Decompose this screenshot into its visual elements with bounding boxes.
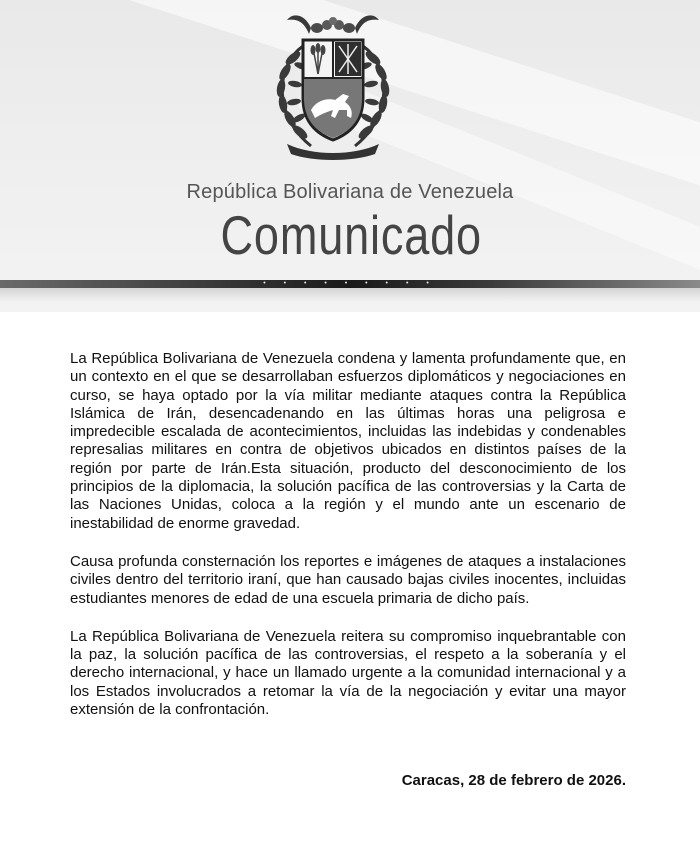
- band-shadow: [0, 288, 700, 302]
- paragraph-1: La República Bolivariana de Venezuela condena y lamenta profundamente que, en un contexto en el que se desarrollaban esfuerzos diplomáticos y negociaciones en curso, se haya optado por la vía militar mediante ataques contra la República Islámica de Irán, desencadenando en las últimas horas una peligrosa e impredecible escalada de acontecimientos, incluidas las indebidas y condenables represalias militares en contra de objetivos ubicados en distintos países de la región por parte de Irán.Esta situación, producto del desconocimiento de los principios de la diplomacia, la solución pacífica de las controversias y la Carta de las Naciones Unidas, coloca a la región y el mundo ante un escenario de inestabilidad de enorme gravedad.: [70, 350, 626, 532]
- statement-body: [70, 350, 626, 739]
- band-dots: • • • • • • • • •: [263, 280, 437, 287]
- paragraph-2: Causa profunda consternación los reportes e imágenes de ataques a instalaciones civiles dentro del territorio iraní, que han causado bajas civiles inocentes, incluidas estudiantes menores de edad de una escuela primaria de dicho país.: [70, 552, 626, 607]
- republic-name: República Bolivariana de Venezuela: [186, 181, 514, 203]
- letterhead: [0, 0, 700, 312]
- document-title: Comunicado: [220, 204, 482, 266]
- venezuela-coat-of-arms-icon: [253, 6, 413, 166]
- paragraph-3: La República Bolivariana de Venezuela reitera su compromiso inquebrantable con la paz, la solución pacífica de las controversias, el respeto a la soberanía y el derecho internacional, y hace un llamado urgente a la comunidad internacional y a los Estados involucrados a retomar la vía de la negociación y evitar una mayor extensión de la confrontación.: [70, 627, 626, 719]
- place-and-date: Caracas, 28 de febrero de 2026.: [401, 772, 626, 789]
